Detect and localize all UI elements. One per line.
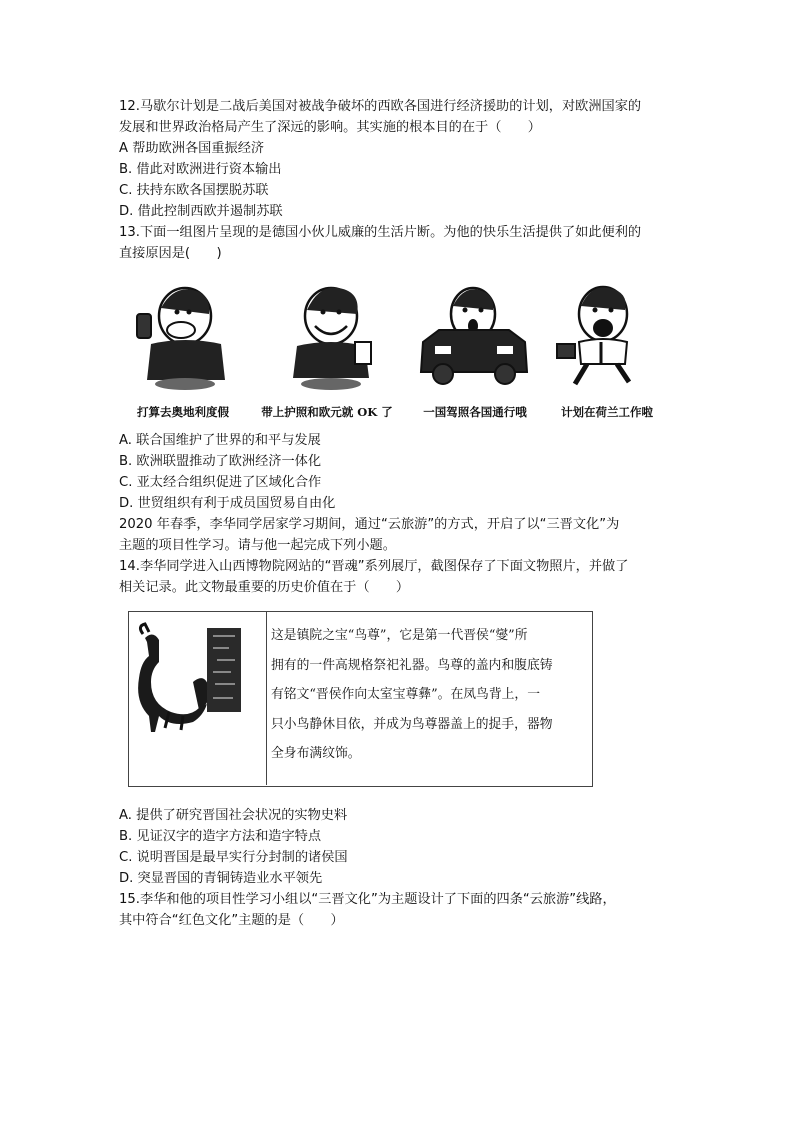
boy-running-to-work-icon [537,280,667,392]
q15-stem-line2: 其中符合“红色文化”主题的是（ ） [119,913,344,928]
q14-option-a: A. 提供了研究晋国社会状况的实物史料 [119,808,348,823]
boy-with-passport-icon [269,280,399,392]
q13-option-d: D. 世贸组织有利于成员国贸易自由化 [119,496,336,511]
q14-stem-line1: 14.李华同学进入山西博物院网站的“晋魂”系列展厅，截图保存了下面文物照片，并做了 [119,559,629,574]
artifact-description [271,621,587,769]
artifact-record-box [128,611,593,787]
q13-caption-1: 打算去奥地利度假 [137,405,229,419]
q14-stem-line2: 相关记录。此文物最重要的历史价值在于（ ） [119,580,410,595]
cartoon-passport [261,280,399,420]
q13-caption-4: 计划在荷兰工作啦 [561,405,653,419]
q14-option-d: D. 突显晋国的青铜铸造业水平领先 [119,871,323,886]
q14-option-b: B. 见证汉字的造字方法和造字特点 [119,829,322,844]
cartoon-car [409,280,539,420]
artifact-line-2: 拥有的一件高规格祭祀礼器。鸟尊的盖内和腹底铸 [271,657,553,673]
q13-cartoon-strip [119,280,667,420]
artifact-line-5: 全身布满纹饰。 [271,746,361,761]
q12-stem-line2: 发展和世界政治格局产生了深远的影响。其实施的根本目的在于（ ） [119,120,541,135]
cartoon-work [537,280,667,420]
bird-zun-bronze-icon [129,612,265,784]
q13-stem-line2: 直接原因是( ) [119,246,222,261]
q12-option-d: D. 借此控制西欧并遏制苏联 [119,204,283,219]
q13-option-b: B. 欧洲联盟推动了欧洲经济一体化 [119,454,322,469]
intro-line2: 主题的项目性学习。请与他一起完成下列小题。 [119,538,396,553]
q12-option-a: A 帮助欧洲各国重振经济 [119,141,265,156]
cartoon-phone [121,280,251,420]
q13-option-c: C. 亚太经合组织促进了区域化合作 [119,475,322,490]
q13-option-a: A. 联合国维护了世界的和平与发展 [119,433,321,448]
artifact-line-4: 只小鸟静休目依，并成为鸟尊器盖上的捉手，器物 [271,716,553,732]
q15-stem-line1: 15.李华和他的项目性学习小组以“三晋文化”为主题设计了下面的四条“云旅游”线路， [119,892,616,907]
q13-stem-line1: 13.下面一组图片呈现的是德国小伙儿威廉的生活片断。为他的快乐生活提供了如此便利的 [119,225,642,240]
q13-caption-2: 带上护照和欧元就 OK 了 [261,405,393,419]
artifact-photo [129,612,267,785]
intro-line1: 2020 年春季，李华同学居家学习期间，通过“云旅游”的方式，开启了以“三晋文化”为 [119,517,620,532]
boy-driving-car-icon [409,280,539,392]
q13-caption-3: 一国驾照各国通行哦 [423,405,527,419]
boy-on-phone-icon [121,280,251,392]
q12-option-c: C. 扶持东欧各国摆脱苏联 [119,183,269,198]
artifact-line-1: 这是镇院之宝“鸟尊”，它是第一代晋侯“燮”所 [271,628,528,643]
artifact-line-3: 有铭文“晋侯作向太室宝尊彝”。在凤鸟背上，一 [271,687,541,702]
q12-stem-line1: 12.马歇尔计划是二战后美国对被战争破坏的西欧各国进行经济援助的计划，对欧洲国家的 [119,99,642,114]
q14-option-c: C. 说明晋国是最早实行分封制的诸侯国 [119,850,348,865]
q12-option-b: B. 借此对欧洲进行资本输出 [119,162,282,177]
